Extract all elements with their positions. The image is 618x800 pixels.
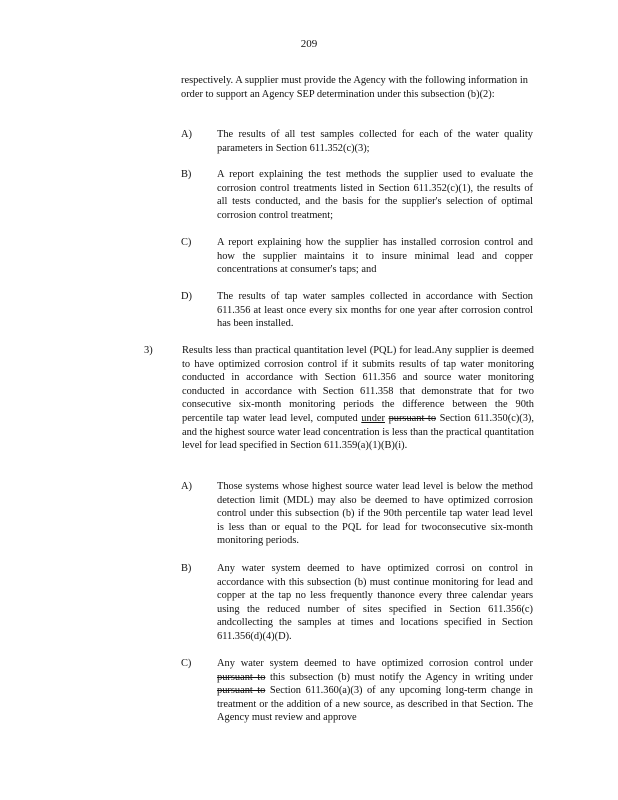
item-text: Those systems whose highest source water lead level is below the method detection limit (MDL) may also be deemed to have optimized corrosion control under this subsection (b) if the 90th percentile tap water lead level is less than or equal to the PQL for lead for twoconsecutive six-month monitoring periods.	[217, 481, 533, 547]
intro-paragraph: respectively. A supplier must provide the Agency with the following information in order to support an Agency SEP determination under this subsection (b)(2):	[181, 75, 528, 100]
item-text-part: Results less than practical quantitation level (PQL) for lead.Any supplier is deemed to have optimized corrosion control if it submits results of tap water monitoring conducted in accordance with Section 611.356 and source water monitoring conducted in accordance with Section 611.358 that demonstrate that for two consecutive six-month monitoring periods the difference between the 90th percentile tap water lead level, computed	[182, 345, 534, 424]
item-text: A report explaining how the supplier has installed corrosion control and how the supplier maintains it to insure minimal lead and copper concentrations at consumer's taps; and	[217, 237, 533, 276]
item-text: A report explaining the test methods the supplier used to evaluate the corrosion control treatments listed in Section 611.352(c)(1), the results of all tests conducted, and the basis for the supplier's selection of optimal corrosion control treatment;	[217, 169, 533, 221]
list-item	[181, 657, 534, 747]
item-text: The results of tap water samples collected in accordance with Section 611.356 at least once every six months for one year after corrosion control has been installed.	[217, 291, 533, 330]
list-item	[181, 562, 534, 648]
item-text	[182, 344, 534, 453]
item-label: C)	[181, 237, 192, 248]
list-item	[181, 290, 534, 334]
item-text-part: this subsection (b) must notify the Agency in writing under	[269, 671, 533, 683]
list-item	[181, 236, 534, 280]
inserted-text: under	[361, 412, 385, 424]
item-text: The results of all test samples collected for each of the water quality parameters in Section 611.352(c)(3);	[217, 129, 533, 154]
list-item	[181, 128, 534, 158]
list-item-3	[144, 344, 536, 470]
item-text-part: Section 611.360(a)(3) of any upcoming long-term change in treatment or the addition of a new source, as described in that Section. The Agency must review and approve	[217, 685, 534, 724]
item-label: B)	[181, 563, 192, 574]
item-label: C)	[181, 658, 192, 669]
item-label: A)	[181, 481, 192, 492]
item-label: B)	[181, 169, 192, 180]
item-text	[217, 657, 533, 725]
list-item	[181, 168, 534, 226]
item-label: 3)	[144, 345, 153, 356]
struck-text: pursuant to	[217, 685, 266, 697]
struck-text: pursuant to	[217, 671, 266, 683]
item-text-part: Section 611.350(c)(3), and the highest source water lead concentration is less than the practical quantitation level for lead specified in Section 611.359(a)(1)(B)(i).	[182, 412, 534, 452]
struck-text: pursuant to	[388, 412, 437, 424]
page-number: 209	[300, 38, 318, 50]
list-item	[181, 480, 534, 552]
item-text: Any water system deemed to have optimized corrosi on control in accordance with this subsection (b) must continue monitoring for lead and copper at the tap no less frequently thanonce every three calendar years using the reduced number of sites specified in Section 611.356(c) andcollecting the samples at times and locations specified in Section 611.356(d)(4)(D).	[217, 563, 533, 642]
item-label: A)	[181, 129, 192, 140]
item-label: D)	[181, 291, 192, 302]
item-text-part: Any water system deemed to have optimized corrosion control under	[217, 658, 533, 669]
